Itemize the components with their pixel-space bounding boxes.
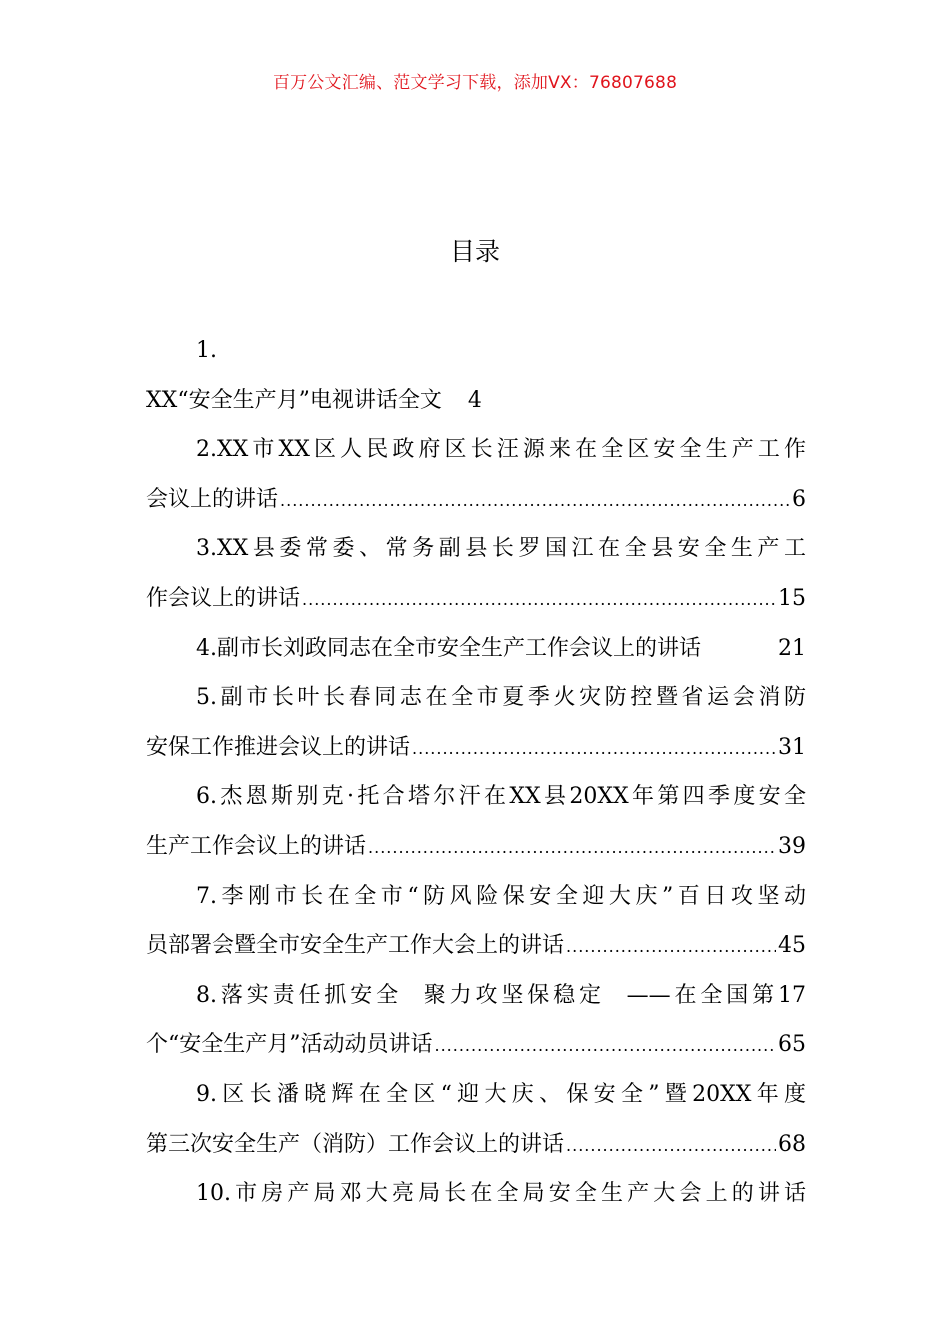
- toc-page-number: 39: [778, 833, 806, 859]
- toc-page-number: 15: [778, 585, 806, 611]
- dot-leader: [566, 1121, 776, 1170]
- toc-page-number: 4: [467, 387, 482, 413]
- toc-entry-9-line1[interactable]: [146, 1070, 806, 1120]
- toc-entry-title: XX“安全生产月”电视讲话全文: [146, 387, 442, 413]
- toc-page-number: 45: [778, 933, 806, 959]
- toc-entry-8-line2[interactable]: [146, 1020, 806, 1070]
- dot-leader: [280, 476, 790, 525]
- toc-entry-1-number: [146, 326, 806, 376]
- toc-entry-number: 1.: [196, 338, 217, 363]
- toc-page-number: 68: [778, 1131, 806, 1157]
- toc-entry-title: 7.李刚市长在全市“防风险保安全迎大庆”百日攻坚动: [196, 883, 806, 909]
- toc-entry-5-line2[interactable]: [146, 723, 806, 773]
- toc-entry-title-cont: 第三次安全生产（消防）工作会议上的讲话: [146, 1131, 565, 1157]
- toc-entry-2-line2[interactable]: [146, 475, 806, 525]
- toc-entry-title-cont: 会议上的讲话: [146, 486, 279, 512]
- toc-entry-title: 3.XX县委常委、常务副县长罗国江在全县安全生产工: [196, 536, 806, 562]
- table-of-contents: [146, 326, 806, 1219]
- toc-entry-10-line1[interactable]: [146, 1169, 806, 1219]
- watermark-header: 百万公文汇编、范文学习下载，添加VX：76807688: [272, 73, 678, 93]
- toc-entry-title: 4.副市长刘政同志在全市安全生产工作会议上的讲话: [196, 635, 701, 661]
- toc-entry-title: 5.副市长叶长春同志在全市夏季火灾防控暨省运会消防: [196, 685, 806, 711]
- toc-entry-title: 8.落实责任抓安全 聚力攻坚保稳定 ——在全国第17: [196, 982, 806, 1008]
- toc-entry-6-line1[interactable]: [146, 772, 806, 822]
- dot-leader: [435, 1021, 777, 1070]
- toc-entry-title-cont: 个“安全生产月”活动动员讲话: [146, 1032, 433, 1058]
- page-title: 目录: [449, 237, 500, 266]
- toc-entry-7-line2[interactable]: [146, 921, 806, 971]
- toc-entry-4[interactable]: [146, 624, 806, 674]
- toc-entry-2-line1[interactable]: [146, 425, 806, 475]
- toc-entry-1[interactable]: [146, 376, 806, 426]
- toc-entry-title: 2.XX市XX区人民政府区长汪源来在全区安全生产工作: [196, 437, 806, 463]
- dot-leader: [566, 922, 776, 971]
- toc-entry-9-line2[interactable]: [146, 1120, 806, 1170]
- toc-entry-title: 9.区长潘晓辉在全区“迎大庆、保安全”暨20XX年度: [196, 1081, 806, 1107]
- toc-entry-title-cont: 生产工作会议上的讲话: [146, 833, 367, 859]
- toc-entry-title-cont: 作会议上的讲话: [146, 585, 301, 611]
- toc-entry-8-line1[interactable]: [146, 971, 806, 1021]
- toc-entry-title: 10.市房产局邓大亮局长在全局安全生产大会上的讲话: [196, 1181, 806, 1207]
- toc-entry-6-line2[interactable]: [146, 822, 806, 872]
- toc-entry-3-line1[interactable]: [146, 524, 806, 574]
- dot-leader: [302, 575, 776, 624]
- toc-entry-title-cont: 安保工作推进会议上的讲话: [146, 734, 411, 760]
- toc-entry-5-line1[interactable]: [146, 673, 806, 723]
- toc-entry-title: 6.杰恩斯别克·托合塔尔汗在XX县20XX年第四季度安全: [196, 784, 806, 810]
- toc-page-number: 31: [778, 734, 806, 760]
- dot-leader: [412, 724, 776, 773]
- toc-page-number: 21: [778, 635, 806, 661]
- toc-entry-3-line2[interactable]: [146, 574, 806, 624]
- toc-entry-title-cont: 员部署会暨全市安全生产工作大会上的讲话: [146, 933, 565, 959]
- toc-page-number: 65: [778, 1032, 806, 1058]
- toc-entry-7-line1[interactable]: [146, 872, 806, 922]
- toc-page-number: 6: [792, 486, 806, 512]
- dot-leader: [368, 823, 776, 872]
